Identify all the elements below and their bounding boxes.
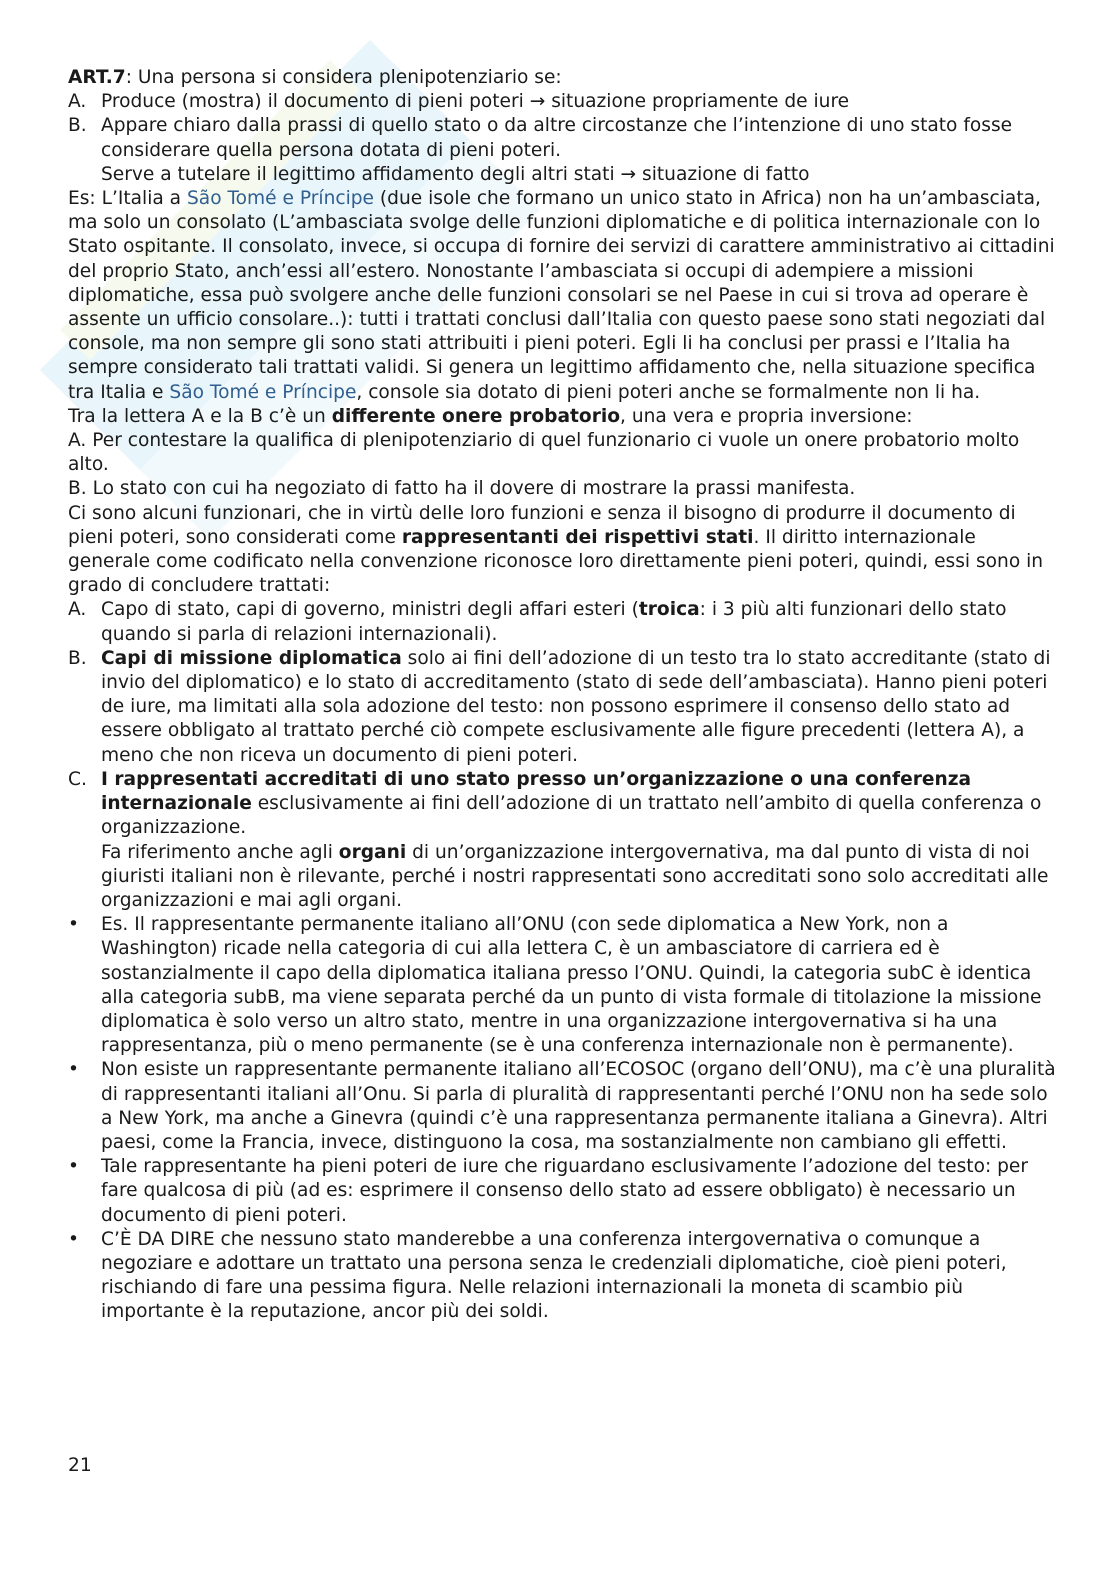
- bullet-icon: •: [68, 1228, 79, 1250]
- art7-b-note: Serve a tutelare il legittimo affidamento degli altri stati → situazione di fatto: [101, 163, 810, 185]
- art7-title: ART.7: [68, 67, 126, 88]
- art7-heading: ART.7: Una persona si considera plenipotenziario se:: [68, 67, 562, 88]
- funzionari-paragraph: Ci sono alcuni funzionari, che in virtù delle loro funzioni e senza il bisogno di produrre il documento di pieni poteri, sono considerati come rappresentanti dei rispettivi stati. Il diritto internazionale generale come codificato nella convenzione riconosce loro direttamente pieni poteri, quindi, essi sono in grado di concludere trattati:: [68, 502, 1044, 597]
- place-name: São Tomé e Príncipe: [169, 381, 357, 403]
- list-item: • Es. Il rappresentante permanente italiano all’ONU (con sede diplomatica a New York, non a Washington) ricade nella categoria di cui alla lettera C, è un ambasciatore di carriera ed è sostanzialmente il capo della diplomatica italiana presso l’ONU. Quindi, la categoria subC è identica alla categoria subB, ma viene separata perché da un punto di vista formale di titolazione la missione diplomatica è solo verso un altro stato, mentre in una organizzazione intergovernativa si ha una rappresentanza, più o meno permanente (se è una conferenza internazionale non è permanente).: [68, 913, 1058, 1058]
- art7-item-b: B. Appare chiaro dalla prassi di quello stato o da altre circostanze che l’intenzione di uno stato fosse considerare quella persona dotata di pieni poteri.: [68, 115, 1013, 161]
- category-c: C. I rappresentati accreditati di uno stato presso un’organizzazione o una conferenza internazionale esclusivamente ai fini dell’adozione di un trattato nell’ambito di quella conferenza o organizzazione.: [68, 768, 1042, 839]
- document-body: [68, 66, 1058, 1325]
- page-number: 21: [68, 1455, 92, 1476]
- onere-b: B. Lo stato con cui ha negoziato di fatto ha il dovere di mostrare la prassi manifesta.: [68, 478, 856, 500]
- onere-a: A. Per contestare la qualifica di plenipotenziario di quel funzionario ci vuole un onere probatorio molto alto.: [68, 430, 1020, 476]
- list-item: • Tale rappresentante ha pieni poteri de iure che riguardano esclusivamente l’adozione del testo: per fare qualcosa di più (ad es: esprimere il consenso dello stato ad essere obbligato) è necessario un documento di pieni poteri.: [68, 1155, 1058, 1228]
- list-item: • Non esiste un rappresentante permanente italiano all’ECOSOC (organo dell’ONU), ma c’è una pluralità di rappresentanti italiani all’Onu. Si parla di pluralità di rappresentanti perché l’ONU non ha sede solo a New York, ma anche a Ginevra (quindi c’è una rappresentanza permanente italiana a Ginevra). Altri paesi, come la Francia, invece, distinguono la cosa, ma sostanzialmente non cambiano gli effetti.: [68, 1058, 1058, 1155]
- list-item: • C’È DA DIRE che nessuno stato manderebbe a una conferenza intergovernativa o comunque a negoziare e adottare un trattato una persona senza le credenziali diplomatiche, cioè pieni poteri, rischiando di fare una pessima figura. Nelle relazioni internazionali la moneta di scambio più importante è la reputazione, ancor più dei soldi.: [68, 1228, 1058, 1325]
- category-c-note: Fa riferimento anche agli organi di un’organizzazione intergovernativa, ma dal punto di vista di noi giuristi italiani non è rilevante, perché i nostri rappresentati sono accreditati sono solo accreditati alle organizzazioni e mai agli organi.: [101, 841, 1049, 911]
- art7-item-a: A. Produce (mostra) il documento di pieni poteri → situazione propriamente de iure: [68, 91, 850, 113]
- bullet-icon: •: [68, 1156, 79, 1178]
- bullet-icon: •: [68, 1059, 79, 1081]
- onere-paragraph: Tra la lettera A e la B c’è un differente onere probatorio, una vera e propria inversione:: [68, 405, 913, 427]
- place-name: São Tomé e Príncipe: [187, 188, 374, 210]
- category-a: A. Capo di stato, capi di governo, ministri degli affari esteri (troica: i 3 più alti funzionari dello stato quando si parla di relazioni internazionali).: [68, 599, 1007, 645]
- category-b: B. Capi di missione diplomatica solo ai fini dell’adozione di un testo tra lo stato accreditante (stato di invio del diplomatico) e lo stato di accreditamento (stato di sede dell’ambasciata). Hanno pieni poteri de iure, ma limitati alla sola adozione del testo: non possono esprimere il consenso dello stato ad essere obbligato al trattato perché ciò compete esclusivamente alle figure precedenti (lettera A), a meno che non riceva un documento di pieni poteri.: [68, 647, 1051, 766]
- bullet-icon: •: [68, 914, 79, 936]
- example-paragraph: Es: L’Italia a São Tomé e Príncipe (due isole che formano un unico stato in Africa) non ha un’ambasciata, ma solo un consolato (L’ambasciata svolge delle funzioni diplomatiche e di politica internazionale con lo Stato ospitante. Il consolato, invece, si occupa di fornire dei servizi di carattere amministrativo ai cittadini del proprio Stato, anch’essi all’estero. Nonostante l’ambasciata si occupi di adempiere a missioni diplomatiche, essa può svolgere anche delle funzioni consolari se nel Paese in cui si trova ad operare è assente un ufficio consolare..): tutti i trattati conclusi dall’Italia con questo paese sono stati negoziati dal console, ma non sempre gli sono stati attribuiti i pieni poteri. Egli li ha conclusi per prassi e l’Italia ha sempre considerato tali trattati validi. Si genera un legittimo affidamento che, nella situazione specifica tra Italia e São Tomé e Príncipe, console sia dotato di pieni poteri anche se formalmente non li ha.: [68, 188, 1055, 403]
